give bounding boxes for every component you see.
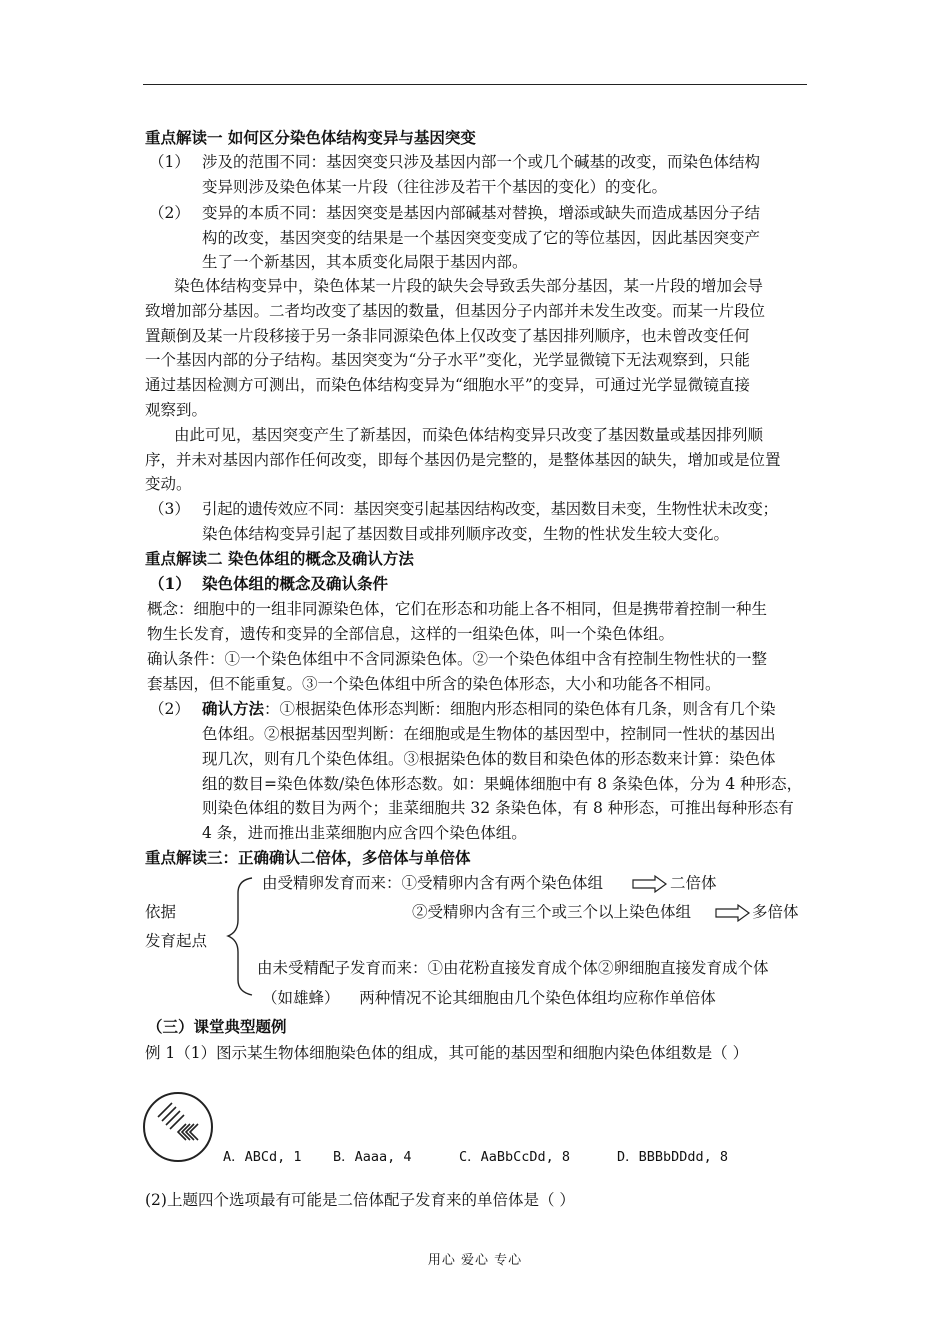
- para2-line-2: 序，并未对基因内部作任何改变，即每个基因仍是完整的，是整体基因的缺失，增加或是位置: [145, 451, 781, 469]
- concept-line-2: 物生长发育，遗传和变异的全部信息，这样的一组染色体，叫一个染色体组。: [147, 625, 675, 643]
- para2-line-3: 变动。: [145, 475, 192, 493]
- item2-line-1: 变异的本质不同：基因突变是基因内部碱基对替换，增添或缺失而造成基因分子结: [202, 204, 761, 222]
- chromosome-group-upper: [158, 1103, 184, 1129]
- option-a: A．ABCd, 1: [223, 1149, 302, 1165]
- option-b: B．Aaaa, 4: [333, 1149, 412, 1165]
- para1-line-5: 通过基因检测方可测出，而染色体结构变异为“细胞水平”的变异，可通过光学显微镜直接: [145, 376, 750, 394]
- section2-heading: 重点解读二 染色体组的概念及确认方法: [145, 549, 414, 568]
- sub2-line-6: 4 条，进而推出韭菜细胞内应含四个染色体组。: [202, 824, 527, 842]
- sub2-line-4: 组的数目=染色体数/染色体形态数。如：果蝇体细胞中有 8 条染色体，分为 4 种形态，: [202, 775, 803, 793]
- diploid-label: 二倍体: [670, 874, 717, 892]
- item3-line-2: 染色体结构变异引起了基因数目或排列顺序改变，生物的性状发生较大变化。: [202, 525, 730, 543]
- sub2-line-1-text: ：①根据染色体形态判断：细胞内形态相同的染色体有几条，则含有几个染: [264, 700, 776, 718]
- item2-number: （2）: [149, 204, 190, 222]
- sub1-number: （1）: [149, 574, 191, 593]
- option-d: D．BBBbDDdd, 8: [617, 1149, 729, 1165]
- diploid-row-text: 由受精卵发育而来：①受精卵内含有两个染色体组: [262, 874, 604, 892]
- haploid-note: （如雄蜂） 两种情况不论其细胞由几个染色体组均应称作单倍体: [262, 989, 716, 1007]
- item1-line-2: 变异则涉及染色体某一片段（往往涉及若干个基因的变化）的变化。: [202, 178, 668, 196]
- concept-line-1: 概念：细胞中的一组非同源染色体，它们在形态和功能上各不相同，但是携带着控制一种生: [147, 600, 768, 618]
- section1-heading: 重点解读一 如何区分染色体结构变异与基因突变: [145, 128, 476, 147]
- para1-line-6: 观察到。: [145, 401, 208, 419]
- option-c: C．AaBbCcDd, 8: [459, 1149, 571, 1165]
- para1-line-3: 置颠倒及某一片段移接于另一条非同源染色体上仅改变了基因排列顺序，也未曾改变任何: [145, 327, 750, 345]
- item1-line-1: 涉及的范围不同：基因突变只涉及基因内部一个或几个碱基的改变，而染色体结构: [202, 153, 761, 171]
- para1-line-4: 一个基因内部的分子结构。基因突变为“分子水平”变化，光学显微镜下无法观察到，只能: [145, 351, 750, 369]
- origin-label: 发育起点: [145, 932, 208, 950]
- cell-outline: [144, 1093, 212, 1161]
- polyploid-label: 多倍体: [752, 903, 799, 921]
- item3-line-1: 引起的遗传效应不同：基因突变引起基因结构改变，基因数目未变，生物性状未改变；: [202, 500, 778, 518]
- para2-line-1: 由此可见，基因突变产生了新基因，而染色体结构变异只改变了基因数量或基因排列顺: [174, 426, 764, 444]
- cell-diagram: [144, 1093, 212, 1161]
- item3-number: （3）: [149, 500, 190, 518]
- question-1: 例 1（1）图示某生物体细胞染色体的组成，其可能的基因型和细胞内染色体组数是（ ）: [145, 1044, 749, 1062]
- sub2-number: （2）: [149, 700, 190, 718]
- sub2-line-3: 现几次，则有几个染色体组。③根据染色体的数目和染色体的形态数来计算：染色体: [202, 750, 776, 768]
- para1-line-2: 致增加部分基因。二者均改变了基因的数量，但基因分子内部并未发生改变。而某一片段位: [145, 302, 766, 320]
- polyploid-row-text: ②受精卵内含有三个或三个以上染色体组: [412, 903, 692, 921]
- arrow-icon-diploid: [633, 876, 666, 892]
- confirm-line-2: 套基因，但不能重复。③一个染色体组中所含的染色体形态，大小和功能各不相同。: [147, 675, 721, 693]
- section3-heading: 重点解读三：正确确认二倍体，多倍体与单倍体: [145, 848, 471, 867]
- confirm-line-1: 确认条件：①一个染色体组中不含同源染色体。②一个染色体组中含有控制生物性状的一整: [147, 650, 768, 668]
- sub2-line-5: 则染色体组的数目为两个；韭菜细胞共 32 条染色体，有 8 种形态，可推出每种形态有: [202, 799, 794, 817]
- sub2-label: 确认方法: [202, 699, 265, 718]
- page-footer: 用心 爱心 专心: [427, 1253, 523, 1268]
- item1-number: （1）: [149, 153, 190, 171]
- sub2-line-2: 色体组。②根据基因型判断：在细胞或是生物体的基因型中，控制同一性状的基因出: [202, 725, 776, 743]
- sub1-title: 染色体组的概念及确认条件: [202, 574, 389, 593]
- para1-line-1: 染色体结构变异中，染色体某一片段的缺失会导致丢失部分基因，某一片段的增加会导: [174, 277, 764, 295]
- chromosome-group-lower: [178, 1124, 198, 1140]
- section4-heading: （三）课堂典型题例: [147, 1017, 287, 1036]
- item2-line-3: 生了一个新基因，其本质变化局限于基因内部。: [202, 253, 528, 271]
- arrow-icon-polyploid: [716, 905, 749, 921]
- item2-line-2: 构的改变，基因突变的结果是一个基因突变变成了它的等位基因，因此基因突变产: [202, 229, 761, 247]
- haploid-row-text: 由未受精配子发育而来：①由花粉直接发育成个体②卵细胞直接发育成个体: [257, 959, 769, 977]
- basis-label: 依据: [145, 903, 177, 921]
- question-2: (2)上题四个选项最有可能是二倍体配子发育来的单倍体是（ ）: [145, 1191, 575, 1209]
- classification-brace: [228, 878, 252, 995]
